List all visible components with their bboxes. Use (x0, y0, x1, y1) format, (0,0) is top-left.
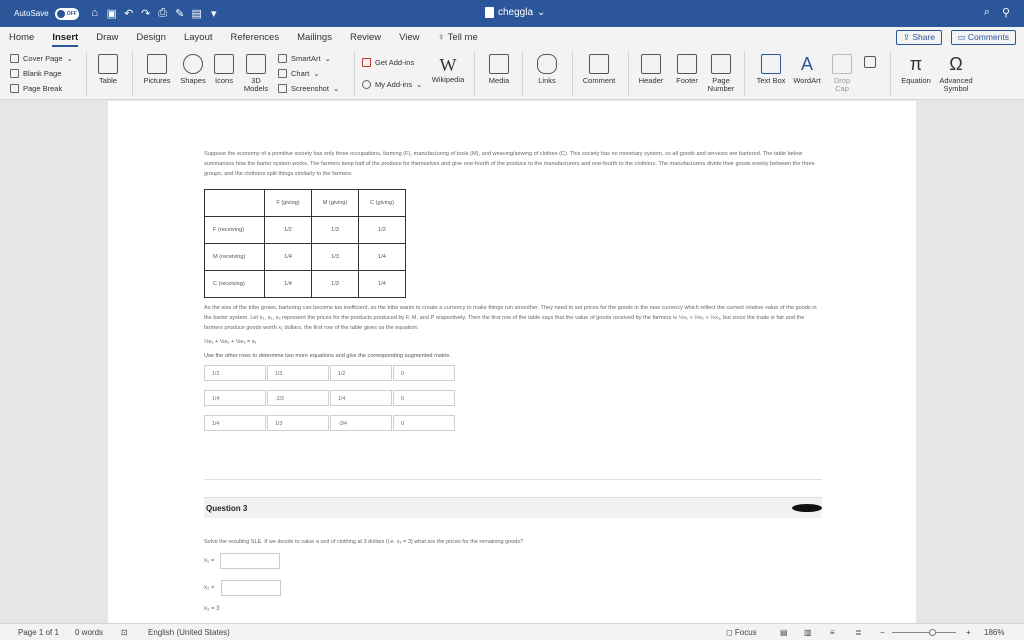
barter-table (204, 189, 406, 298)
matrix-input[interactable]: 0 (393, 390, 455, 406)
save-icon[interactable]: ▣ (106, 8, 117, 20)
shapes-icon (183, 54, 203, 74)
answer-row (204, 606, 220, 612)
wikipedia-label: Wikipedia (431, 75, 465, 84)
3d-models-button[interactable] (240, 54, 272, 93)
comment-label: Comment (582, 76, 616, 85)
matrix-input[interactable]: 1/4 (330, 390, 392, 406)
matrix-row (204, 365, 822, 381)
question-title: Question 3 (206, 504, 248, 513)
table-button[interactable] (92, 54, 124, 85)
print-layout-icon[interactable]: ▤ (780, 628, 788, 637)
matrix-input[interactable]: 1/3 (267, 415, 329, 431)
table-icon (98, 54, 118, 74)
autosave-label: AutoSave (14, 9, 49, 18)
matrix-input[interactable]: 1/2 (204, 365, 266, 381)
comment-icon (589, 54, 609, 74)
table-row (205, 244, 406, 271)
home-icon[interactable]: ⌂ (91, 7, 99, 19)
matrix-input[interactable]: 1/4 (204, 390, 266, 406)
question-header (204, 497, 822, 518)
intro-paragraph: Suppose the economy of a primitive society has only three occupations, farming (F), manufacturing of tools (M), and weaving/sewing of clothes (C). This society has no monetary system, so all goods and services are bartered. The table below summarizes how the barter system works. The farmers keep half of the produce for themselves and give one-fourth of the produce to the manufacturers and one-fourth to the clothiers. The manufacturers divide their goods evenly between the three groups, and the clothiers split things similarly to the farmers. (204, 151, 815, 177)
ribbon-divider (354, 52, 355, 96)
search-icon[interactable]: ⌕ (983, 6, 990, 18)
wordart-label: WordArt (793, 76, 821, 85)
ribbon-divider (86, 52, 87, 96)
page-break-label: Page Break (23, 84, 63, 93)
pi-icon: π (909, 54, 923, 74)
page-number-icon (711, 54, 731, 74)
table-cell: 1/3 (312, 244, 359, 271)
table-cell: 1/3 (312, 217, 359, 244)
document-area (0, 101, 1024, 623)
addins-icon (362, 80, 371, 89)
advanced-symbol-button[interactable] (936, 54, 976, 93)
page-count[interactable]: Page 1 of 1 (18, 628, 59, 637)
comments-button[interactable]: ▭ Comments (951, 30, 1017, 45)
status-bar (0, 623, 1024, 640)
table-row (205, 190, 406, 217)
lightbulb-icon: ♀ (437, 32, 445, 43)
object-button[interactable] (860, 56, 880, 71)
ribbon-divider (628, 52, 629, 96)
page-break-button[interactable] (10, 84, 62, 93)
augmented-matrix (204, 365, 822, 431)
matrix-row (204, 390, 822, 406)
smartart-button[interactable] (278, 54, 331, 63)
wikipedia-icon: W (439, 55, 457, 75)
tab-home[interactable]: Home (9, 32, 35, 43)
zoom-out-icon[interactable]: − (880, 628, 885, 637)
my-addins-button[interactable] (362, 80, 422, 89)
table-corner-cell (205, 190, 265, 217)
cover-page-button[interactable] (10, 54, 73, 63)
smartart-label: SmartArt (291, 54, 321, 63)
advanced-symbol-label: Advanced Symbol (939, 76, 973, 93)
links-label: Links (538, 76, 556, 85)
table-row-label: F (receiving) (205, 217, 265, 244)
print-icon[interactable]: ⎙ (158, 7, 168, 19)
proofing-icon[interactable]: ⊡ (121, 628, 128, 637)
header-icon (641, 54, 661, 74)
zoom-slider-handle[interactable] (929, 629, 936, 636)
focus-label: Focus (734, 628, 757, 637)
media-button[interactable] (484, 54, 514, 85)
store-icon (362, 58, 371, 67)
matrix-input[interactable]: 0 (393, 365, 455, 381)
footer-label: Footer (676, 76, 698, 85)
document-title-text: cheggla (498, 7, 534, 18)
chevron-down-icon: ⌄ (66, 54, 73, 63)
wordart-icon: A (800, 54, 813, 74)
table-header-cell: F (giving) (265, 190, 312, 217)
share-label: Share (912, 32, 935, 42)
toggle-knob (57, 10, 65, 18)
pictures-icon (147, 54, 167, 74)
chart-button[interactable] (278, 69, 320, 78)
table-header-cell: M (giving) (312, 190, 359, 217)
answer-label: x₃ = 3 (204, 606, 220, 612)
table-cell: 1/4 (359, 271, 406, 298)
currency-paragraph: As the size of the tribe grows, bartering can become too inefficient, so the tribe wants to create a currency to make things run smoother. They need to set prices for the goods in the new currency which reflect the current relative value of the goods in the barter system. Let x₁, x₂, x₃ represent the prices for the products produced by F, M, and P respectively. Then the first row of the table says that the value of goods received by the farmers is ½x₁ + ⅓x₂ + ½x₃, but since the trade is fair and the farmers produce goods worth x₁ dollars, the first row of the table gives us the equation: (204, 305, 817, 331)
footer-icon (677, 54, 697, 74)
comment-button[interactable] (580, 54, 618, 85)
blank-page-icon (10, 69, 19, 78)
tab-references[interactable]: References (230, 32, 280, 43)
word-count[interactable]: 0 words (75, 628, 104, 637)
matrix-input[interactable]: -3/4 (330, 415, 392, 431)
draft-icon[interactable]: ≣ (855, 628, 862, 637)
answer-row (204, 553, 280, 569)
zoom-slider[interactable] (892, 632, 956, 633)
comments-label: Comments (967, 32, 1009, 42)
ribbon-divider (744, 52, 745, 96)
shapes-label: Shapes (180, 76, 206, 85)
links-button[interactable] (532, 54, 562, 85)
drop-cap-button[interactable] (828, 54, 856, 93)
link-icon (537, 54, 557, 74)
text-box-button[interactable] (754, 54, 788, 85)
focus-button[interactable]: ◻ Focus (726, 628, 757, 637)
smartart-icon (278, 54, 287, 63)
icons-icon (214, 54, 234, 74)
matrix-input[interactable]: 1/2 (330, 365, 392, 381)
footer-button[interactable] (672, 54, 702, 85)
web-layout-icon[interactable]: ▥ (804, 628, 812, 637)
question-text: Solve the resulting SLE. If we decide to value a unit of clothing at 3 dollars (i.e. x₃ = 3) what are the prices for the remaining goods? (204, 539, 524, 545)
outline-icon[interactable]: ≡ (830, 628, 835, 637)
edit-icon[interactable]: ✎ (175, 8, 185, 20)
omega-icon: Ω (949, 54, 963, 74)
ribbon-divider (522, 52, 523, 96)
ribbon-divider (572, 52, 573, 96)
page-content (204, 149, 822, 431)
text-box-icon (761, 54, 781, 74)
share-button[interactable]: ⇪ Share (896, 30, 942, 45)
tab-mailings[interactable]: Mailings (297, 32, 332, 43)
answer-row (204, 580, 281, 596)
cover-page-icon (10, 54, 19, 63)
chevron-down-icon: ⌄ (313, 69, 320, 78)
tab-draw[interactable]: Draw (96, 32, 119, 43)
zoom-level[interactable]: 186% (984, 628, 1005, 637)
autosave-toggle[interactable] (55, 8, 79, 20)
answer-input-x1[interactable] (220, 553, 280, 569)
screenshot-button[interactable] (278, 84, 339, 93)
tab-view[interactable]: View (399, 32, 420, 43)
table-cell: 1/3 (312, 271, 359, 298)
drop-cap-label: Drop Cap (833, 76, 851, 93)
get-addins-button[interactable] (362, 58, 414, 67)
shapes-button[interactable] (178, 54, 208, 85)
document-page[interactable] (108, 101, 916, 623)
table-row (205, 217, 406, 244)
page-number-button[interactable] (706, 54, 736, 93)
matrix-input[interactable]: 1/3 (267, 365, 329, 381)
table-cell: 1/4 (359, 244, 406, 271)
wordart-button[interactable] (790, 54, 824, 85)
table-cell: 1/4 (265, 271, 312, 298)
tab-review[interactable]: Review (349, 32, 382, 43)
section-divider (204, 479, 822, 480)
chevron-down-icon: ⌄ (332, 84, 340, 93)
matrix-input[interactable]: -2/3 (267, 390, 329, 406)
blank-page-button[interactable] (10, 69, 61, 78)
3d-models-label: 3D Models (243, 76, 269, 93)
tell-me[interactable] (429, 27, 487, 48)
tab-layout[interactable]: Layout (183, 32, 213, 43)
equation-button[interactable] (898, 54, 934, 85)
get-addins-label: Get Add-ins (375, 58, 415, 67)
matrix-input[interactable]: 0 (393, 415, 455, 431)
page-break-icon (10, 84, 19, 93)
media-icon (489, 54, 509, 74)
equation-label: Equation (901, 76, 931, 85)
tab-design[interactable]: Design (136, 32, 166, 43)
chevron-down-icon: ⌄ (416, 80, 423, 89)
pictures-button[interactable] (140, 54, 174, 85)
title-bar (0, 0, 1024, 27)
language[interactable]: English (United States) (148, 628, 230, 637)
media-label: Media (488, 76, 510, 85)
drop-cap-icon (832, 54, 852, 74)
redo-icon[interactable]: ↷ (141, 8, 151, 20)
object-icon (864, 56, 876, 68)
document-title[interactable] (485, 7, 545, 18)
answer-label: x₁ = (204, 558, 215, 564)
icons-button[interactable] (212, 54, 236, 85)
icons-label: Icons (215, 76, 233, 85)
account-icon[interactable]: ⚲ (1001, 7, 1010, 19)
tell-me-label: Tell me (447, 32, 478, 43)
table-header-cell: C (giving) (359, 190, 406, 217)
table-cell: 1/2 (265, 217, 312, 244)
screenshot-label: Screenshot (291, 84, 329, 93)
table-label: Table (99, 76, 117, 85)
cover-page-label: Cover Page (23, 54, 63, 63)
my-addins-label: My Add-ins (375, 80, 413, 89)
page-number-label: Page Number (707, 76, 735, 93)
matrix-input[interactable]: 1/4 (204, 415, 266, 431)
answer-input-x2[interactable] (221, 580, 281, 596)
ribbon-tabs (0, 27, 1024, 48)
chevron-down-icon: ⌄ (537, 7, 546, 18)
redaction-mark (792, 504, 822, 512)
wikipedia-button[interactable] (428, 54, 468, 84)
zoom-in-icon[interactable]: + (966, 628, 971, 637)
chart-icon (278, 69, 287, 78)
chevron-down-icon: ⌄ (324, 54, 331, 63)
ribbon-insert (0, 48, 1024, 100)
ribbon-divider (474, 52, 475, 96)
table-row-label: C (receiving) (205, 271, 265, 298)
quick-access-toolbar (89, 7, 220, 20)
text-box-label: Text Box (756, 76, 786, 85)
screenshot-icon (278, 84, 287, 93)
table-cell: 1/4 (265, 244, 312, 271)
table-row-label: M (receiving) (205, 244, 265, 271)
ribbon-divider (132, 52, 133, 96)
customize-icon[interactable]: ▾ (210, 8, 217, 20)
layout-icon[interactable]: ▤ (191, 8, 202, 20)
header-label: Header (638, 76, 664, 85)
document-icon (485, 7, 494, 18)
blank-page-label: Blank Page (23, 69, 62, 78)
cube-icon (246, 54, 266, 74)
table-cell: 1/2 (359, 217, 406, 244)
header-button[interactable] (636, 54, 666, 85)
ribbon-divider (890, 52, 891, 96)
tab-insert[interactable]: Insert (43, 27, 87, 48)
chart-label: Chart (291, 69, 310, 78)
pictures-label: Pictures (143, 76, 171, 85)
equation-line: ½x₁ + ⅓x₂ + ½x₃ = x₁ (204, 339, 257, 345)
table-row (205, 271, 406, 298)
instruction-line: Use the other rows to determine two more equations and give the corresponding augmented matrix. (204, 353, 451, 359)
autosave-state: OFF (66, 10, 77, 17)
undo-icon[interactable]: ↶ (124, 8, 134, 20)
answer-label: x₂ = (204, 585, 215, 591)
matrix-row (204, 415, 822, 431)
